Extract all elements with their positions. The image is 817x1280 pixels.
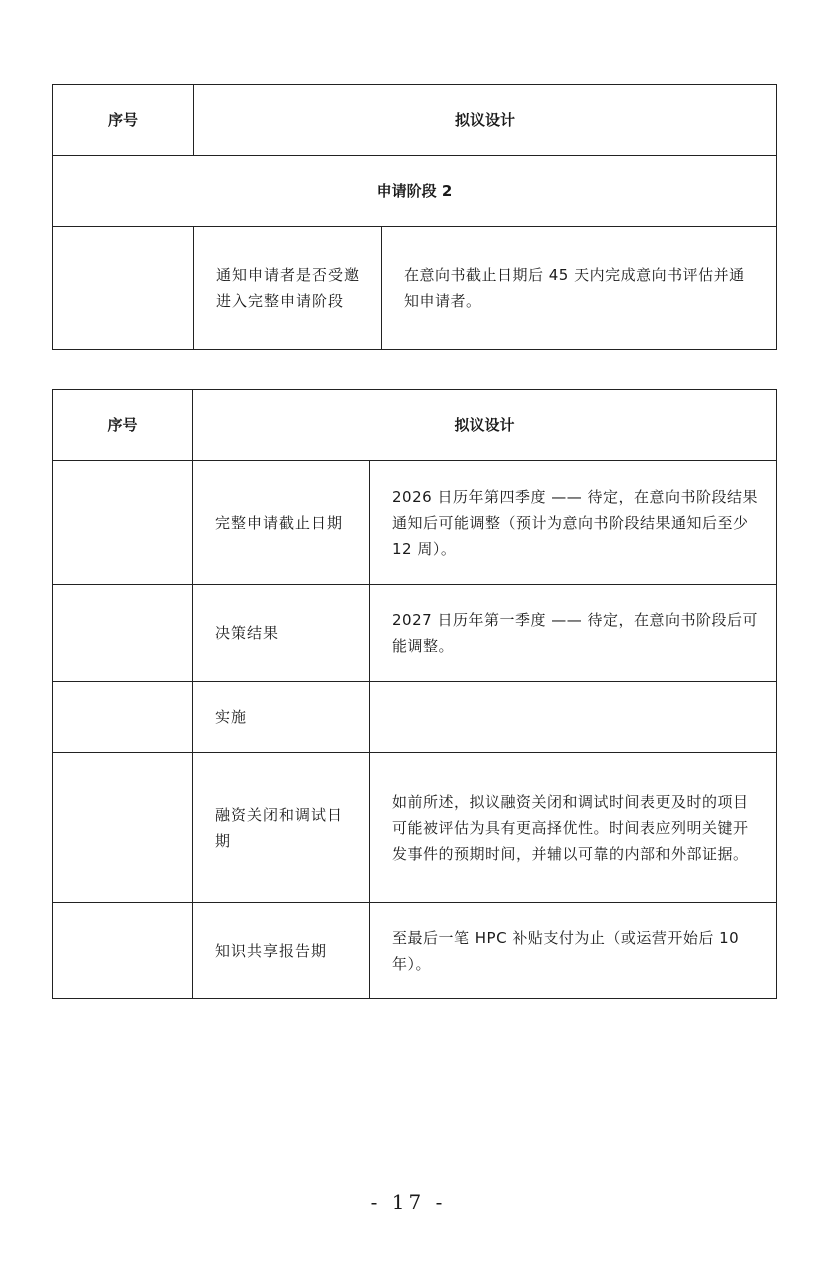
section-title: 申请阶段 2: [53, 156, 777, 227]
row-label: 完整申请截止日期: [193, 461, 370, 585]
section-row: [53, 156, 777, 227]
row-number: [53, 585, 193, 682]
table-header-row: [53, 85, 777, 156]
row-number: [53, 682, 193, 753]
page-number: - 17 -: [370, 1190, 447, 1214]
row-description: 2027 日历年第一季度 —— 待定，在意向书阶段后可能调整。: [370, 585, 777, 682]
row-number: [53, 227, 194, 350]
header-number: 序号: [53, 85, 194, 156]
row-label: 决策结果: [193, 585, 370, 682]
design-table-1: [52, 84, 777, 350]
row-number: [53, 753, 193, 903]
row-description: 在意向书截止日期后 45 天内完成意向书评估并通知申请者。: [382, 227, 777, 350]
row-label: 知识共享报告期: [193, 903, 370, 999]
row-description: 2026 日历年第四季度 —— 待定，在意向书阶段结果通知后可能调整（预计为意向书阶段结果通知后至少 12 周）。: [370, 461, 777, 585]
row-description: 如前所述，拟议融资关闭和调试时间表更及时的项目可能被评估为具有更高择优性。时间表应列明关键开发事件的预期时间，并辅以可靠的内部和外部证据。: [370, 753, 777, 903]
table-row: [53, 682, 777, 753]
row-description: 至最后一笔 HPC 补贴支付为止（或运营开始后 10 年）。: [370, 903, 777, 999]
table-row: [53, 227, 777, 350]
table-header-row: [53, 390, 777, 461]
row-label: 实施: [193, 682, 370, 753]
header-number: 序号: [53, 390, 193, 461]
row-description: [370, 682, 777, 753]
table-row: [53, 461, 777, 585]
header-design: 拟议设计: [194, 85, 777, 156]
row-number: [53, 903, 193, 999]
design-table-2: [52, 389, 777, 999]
header-design: 拟议设计: [193, 390, 777, 461]
table-row: [53, 585, 777, 682]
table-row: [53, 903, 777, 999]
table-row: [53, 753, 777, 903]
row-label: 通知申请者是否受邀进入完整申请阶段: [194, 227, 382, 350]
row-number: [53, 461, 193, 585]
row-label: 融资关闭和调试日期: [193, 753, 370, 903]
